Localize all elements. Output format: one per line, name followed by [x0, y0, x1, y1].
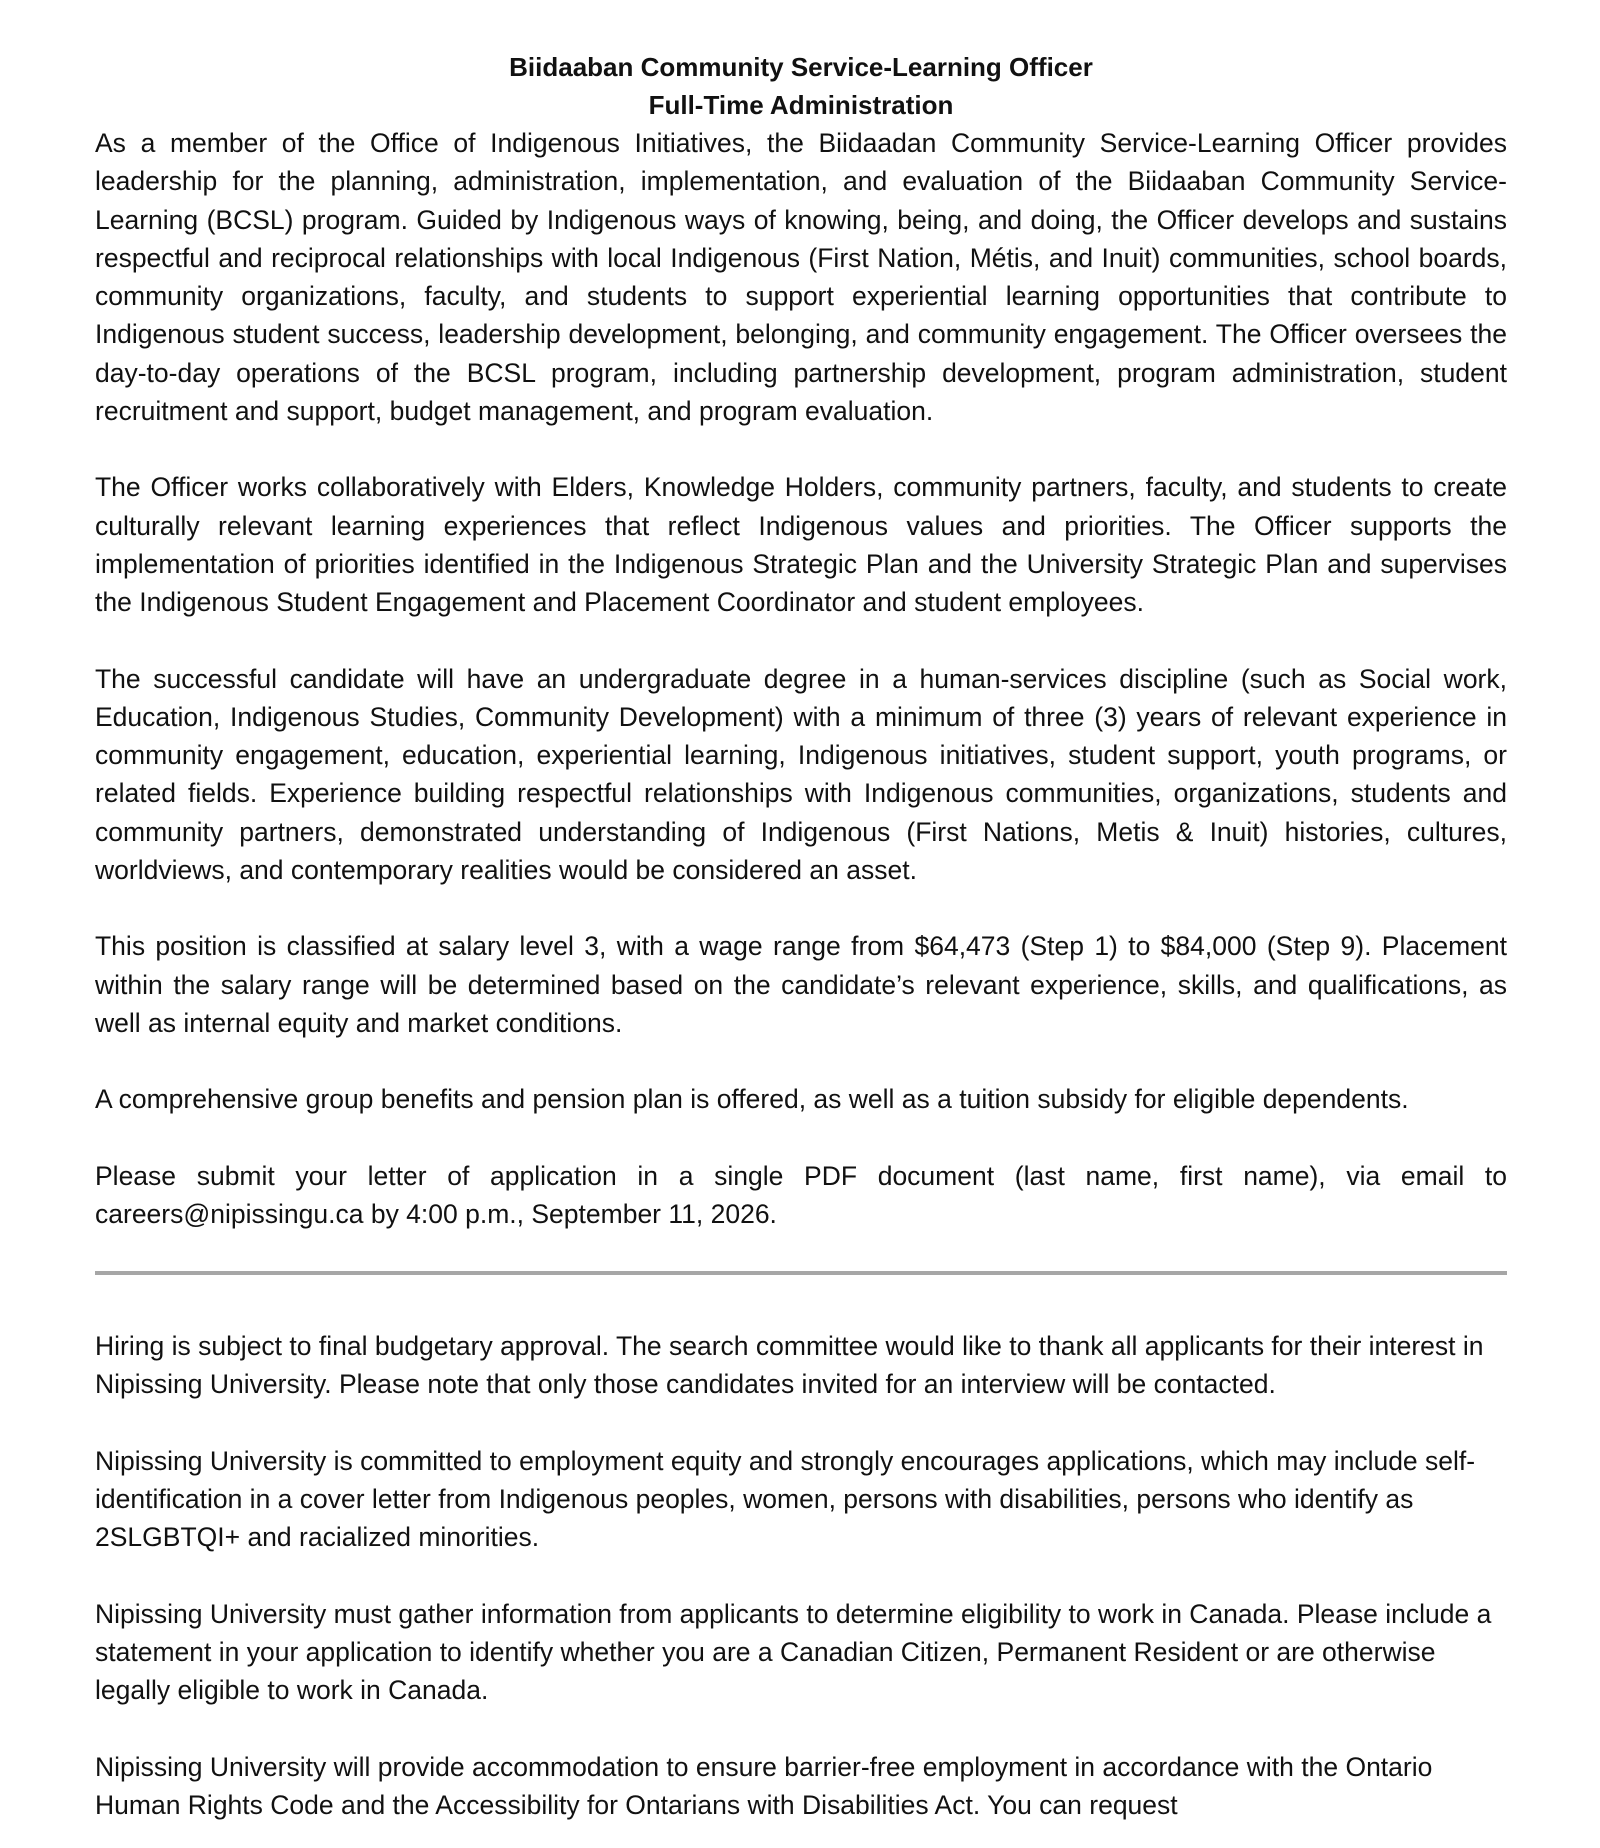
paragraph-application-instructions: Please submit your letter of application in a single PDF document (last name, first name), via email to careers@nipissingu.ca by 4:00 p.m., September 11, 2026. — [95, 1160, 1507, 1229]
paragraph-salary: This position is classified at salary level 3, with a wage range from $64,473 (Step 1) to $84,000 (Step 9). Placement within the salary range will be determined based on the candidate’s relevant experience, skills, and qualifications, as well as internal equity and market conditions. — [95, 931, 1507, 1038]
paragraph-qualifications: The successful candidate will have an undergraduate degree in a human-services discipline (such as Social work, Education, Indigenous Studies, Community Development) with a minimum of three (3) years of relevant experience in community engagement, education, experiential learning, Indigenous initiatives, student support, youth programs, or related fields. Experience building respectful relationships with Indigenous communities, organizations, students and community partners, demonstrated understanding of Indigenous (First Nations, Metis & Inuit) histories, cultures, worldviews, and contemporary realities would be considered an asset. — [95, 663, 1507, 886]
paragraph-accommodation: Nipissing University will provide accommodation to ensure barrier-free employment in accordance with the Ontario Human Rights Code and the Accessibility for Ontarians with Disabilities Act. You can request — [95, 1751, 1433, 1820]
section-divider — [95, 1271, 1507, 1275]
paragraph-collaboration: The Officer works collaboratively with Elders, Knowledge Holders, community partners, faculty, and students to create culturally relevant learning experiences that reflect Indigenous values and priorities. The Officer supports the implementation of priorities identified in the Indigenous Strategic Plan and the University Strategic Plan and supervises the Indigenous Student Engagement and Placement Coordinator and student employees. — [95, 472, 1507, 618]
paragraph-hiring-approval: Hiring is subject to final budgetary approval. The search committee would like to thank all applicants for their interest in Nipissing University. Please note that only those candidates invited for an interview will be contacted. — [95, 1331, 1484, 1400]
paragraph-work-eligibility: Nipissing University must gather information from applicants to determine eligibility to work in Canada. Please include a statement in your application to identify whether you are a Canadian Citizen, Permanent Resident or are otherwise legally eligible to work in Canada. — [95, 1598, 1492, 1706]
paragraph-employment-equity: Nipissing University is committed to employment equity and strongly encourages applications, which may include self-identification in a cover letter from Indigenous peoples, women, persons with disabilities, persons who identify as 2SLGBTQI+ and racialized minorities. — [95, 1445, 1476, 1553]
job-type: Full-Time Administration — [648, 90, 954, 120]
paragraph-role-overview: As a member of the Office of Indigenous Initiatives, the Biidaadan Community Service-Learning Officer provides leadership for the planning, administration, implementation, and evaluation of the Biidaaban Community Service-Learning (BCSL) program. Guided by Indigenous ways of knowing, being, and doing, the Officer develops and sustains respectful and reciprocal relationships with local Indigenous (First Nation, Métis, and Inuit) communities, school boards, community organizations, faculty, and students to support experiential learning opportunities that contribute to Indigenous student success, leadership development, belonging, and community engagement. The Officer oversees the day-to-day operations of the BCSL program, including partnership development, program administration, student recruitment and support, budget management, and program evaluation. — [95, 128, 1507, 427]
document-content — [95, 48, 1507, 1848]
job-title: Biidaaban Community Service-Learning Officer — [509, 52, 1093, 82]
paragraph-benefits: A comprehensive group benefits and pension plan is offered, as well as a tuition subsidy for eligible dependents. — [95, 1084, 1409, 1115]
